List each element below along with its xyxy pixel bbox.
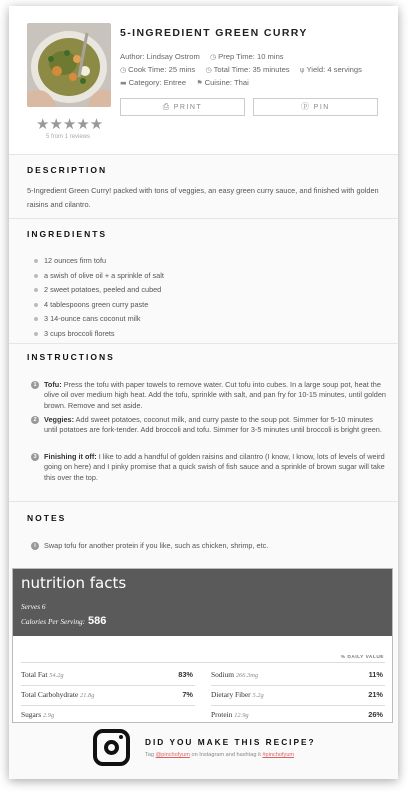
- prep-label: Prep Time:: [218, 52, 255, 61]
- step-text: Add sweet potatoes, coconut milk, and curry paste to the soup pot. Simmer for 5-10 minutes until potatoes are fork-tender. Add broccoli and tofu. Simmer for 3-5 minutes until broccoli is bright green.: [44, 415, 382, 435]
- instagram-handle-link[interactable]: @pinchofyum: [155, 752, 190, 758]
- nutrition-row: [21, 690, 94, 699]
- rating-note: 5 from 1 reviews: [45, 134, 90, 140]
- nutrient-percent: 11%: [368, 670, 383, 679]
- nutrient-percent: 83%: [178, 670, 193, 679]
- prep-time: 10 mins: [257, 52, 284, 61]
- ingredients-section: [9, 218, 398, 343]
- nutrition-serves: Serves 6: [21, 602, 46, 611]
- clock-icon: ◷: [205, 66, 212, 74]
- nutrition-header: [13, 569, 392, 636]
- meta-row-1: [120, 52, 284, 61]
- cook-time: 25 mins: [168, 65, 196, 74]
- bullet-icon: [34, 288, 38, 292]
- description-section: [9, 154, 398, 218]
- nutrition-facts-panel: [12, 568, 393, 723]
- ingredient-item: 3 14-ounce cans coconut milk: [44, 314, 141, 323]
- calories-value: 586: [88, 615, 107, 627]
- nutrition-calories: [21, 615, 106, 627]
- rating-stars[interactable]: ★★★★★: [36, 115, 104, 133]
- printer-icon: ⎙: [162, 102, 171, 111]
- description-text: 5-Ingredient Green Curry! packed with tons of veggies, an easy green curry sauce, and finished with golden raisins and cilantro.: [27, 186, 379, 209]
- step-title: Finishing it off:: [44, 452, 97, 461]
- nutrient-label: Dietary Fiber: [211, 690, 251, 699]
- ingredient-item: a swish of olive oil + a sprinkle of salt: [44, 270, 164, 280]
- yield-label: Yield:: [306, 65, 326, 74]
- instruction-step: [44, 415, 388, 436]
- yield-value: 4 servings: [327, 65, 362, 74]
- nutrient-label: Sugars: [21, 710, 42, 719]
- folder-icon: ▬: [120, 79, 127, 87]
- notes-heading: NOTES: [27, 513, 67, 523]
- notes-section: [9, 501, 398, 561]
- clock-icon: ◷: [210, 53, 217, 61]
- recipe-card: [9, 6, 398, 779]
- instructions-section: [9, 343, 398, 501]
- clock-icon: ◷: [120, 66, 127, 74]
- ingredients-heading: INGREDIENTS: [27, 229, 108, 239]
- nutrition-row: [211, 690, 264, 699]
- step-title: Veggies:: [44, 415, 75, 424]
- nutrient-label: Sodium: [211, 670, 234, 679]
- step-number: 2: [31, 416, 39, 424]
- nutrition-row: [21, 710, 54, 719]
- meta-row-2: [120, 65, 362, 74]
- ingredient-item: 2 sweet potatoes, peeled and cubed: [44, 285, 162, 294]
- recipe-header: [9, 6, 398, 154]
- footer-title: DID YOU MAKE THIS RECIPE?: [145, 737, 316, 747]
- pin-label: PIN: [313, 104, 330, 111]
- footer-mid-text: on Instagram and hashtag it: [191, 752, 261, 758]
- nutrient-percent: 26%: [368, 710, 383, 719]
- print-button[interactable]: [120, 98, 245, 116]
- cuisine-label: Cuisine:: [204, 78, 233, 87]
- pin-button[interactable]: [253, 98, 378, 116]
- ingredient-item: 3 cups broccoli florets: [44, 328, 115, 338]
- author-name: Lindsay Ostrom: [146, 52, 200, 61]
- description-heading: DESCRIPTION: [27, 165, 108, 175]
- nutrient-amount: 21.8g: [80, 692, 95, 699]
- bullet-icon: [34, 317, 38, 321]
- nutrition-row: [211, 670, 258, 679]
- cook-label: Cook Time:: [128, 65, 167, 74]
- note-item: Swap tofu for another protein if you like, such as chicken, shrimp, etc.: [44, 541, 269, 550]
- recipe-photo: [27, 23, 111, 107]
- recipe-title: 5-INGREDIENT GREEN CURRY: [120, 27, 308, 39]
- meta-row-3: [120, 78, 249, 87]
- nutrition-divider: [21, 662, 385, 663]
- footer-tag-text: Tag: [145, 752, 155, 758]
- cuisine-value: Thai: [234, 78, 249, 87]
- step-number: 3: [31, 453, 39, 461]
- nutrition-row-divider: [21, 685, 195, 686]
- total-label: Total Time:: [213, 65, 251, 74]
- footer-subtitle: [145, 752, 294, 758]
- nutrient-amount: 5.2g: [252, 692, 264, 699]
- step-text: Press the tofu with paper towels to remove water. Cut tofu into cubes. In a large soup pot, heat the olive oil over medium high heat. Add the tofu, sprinkle with salt, and pan fry for 10-15 minutes, until golden brown. Remove and set aside.: [44, 380, 386, 410]
- info-icon: i: [31, 542, 39, 550]
- ingredient-item: 4 tablespoons green curry paste: [44, 299, 149, 309]
- pinterest-icon: ⓟ: [301, 102, 311, 111]
- instruction-step: [44, 452, 388, 483]
- step-number: 1: [31, 381, 39, 389]
- category-label: Category:: [128, 78, 162, 87]
- nutrient-label: Total Carbohydrate: [21, 690, 79, 699]
- nutrition-row-divider: [211, 705, 385, 706]
- nutrient-amount: 2.9g: [42, 712, 55, 719]
- category-value: Entree: [163, 78, 187, 87]
- nutrient-amount: 54.2g: [49, 672, 64, 679]
- flag-icon: ⚑: [196, 79, 203, 87]
- ingredient-item: 12 ounces firm tofu: [44, 256, 107, 265]
- nutrition-row-divider: [21, 705, 195, 706]
- calories-label: Calories Per Serving:: [21, 617, 86, 626]
- instructions-heading: INSTRUCTIONS: [27, 352, 115, 362]
- nutrition-row-divider: [211, 685, 385, 686]
- nutrient-label: Protein: [211, 710, 233, 719]
- instruction-step: [44, 380, 388, 411]
- bullet-icon: [34, 303, 38, 307]
- instagram-icon[interactable]: [93, 729, 130, 766]
- bullet-icon: [34, 274, 38, 278]
- nutrition-row: [211, 710, 249, 719]
- hashtag-link[interactable]: #pinchofyum: [262, 752, 295, 758]
- step-text: I like to add a handful of golden raisins and cilantro (I know, I know, lots of levels of weird going on here) and I pinky promise that a quick swish of fish sauce and a sprinkle of brown sugar will take this over the top.: [44, 452, 385, 482]
- nutrient-label: Total Fat: [21, 670, 48, 679]
- bullet-icon: [34, 332, 38, 336]
- nutrition-title: nutrition facts: [21, 574, 127, 592]
- nutrient-amount: 12.9g: [234, 712, 249, 719]
- total-time: 35 minutes: [252, 65, 290, 74]
- utensils-icon: ψ: [299, 66, 305, 74]
- step-title: Tofu:: [44, 380, 62, 389]
- daily-value-header: % DAILY VALUE: [340, 655, 384, 660]
- nutrition-row: [21, 670, 64, 679]
- nutrient-percent: 21%: [368, 690, 383, 699]
- author-label: Author:: [120, 52, 145, 61]
- nutrient-amount: 266.3mg: [235, 672, 259, 679]
- print-label: PRINT: [173, 104, 203, 111]
- bullet-icon: [34, 259, 38, 263]
- nutrient-percent: 7%: [182, 690, 193, 699]
